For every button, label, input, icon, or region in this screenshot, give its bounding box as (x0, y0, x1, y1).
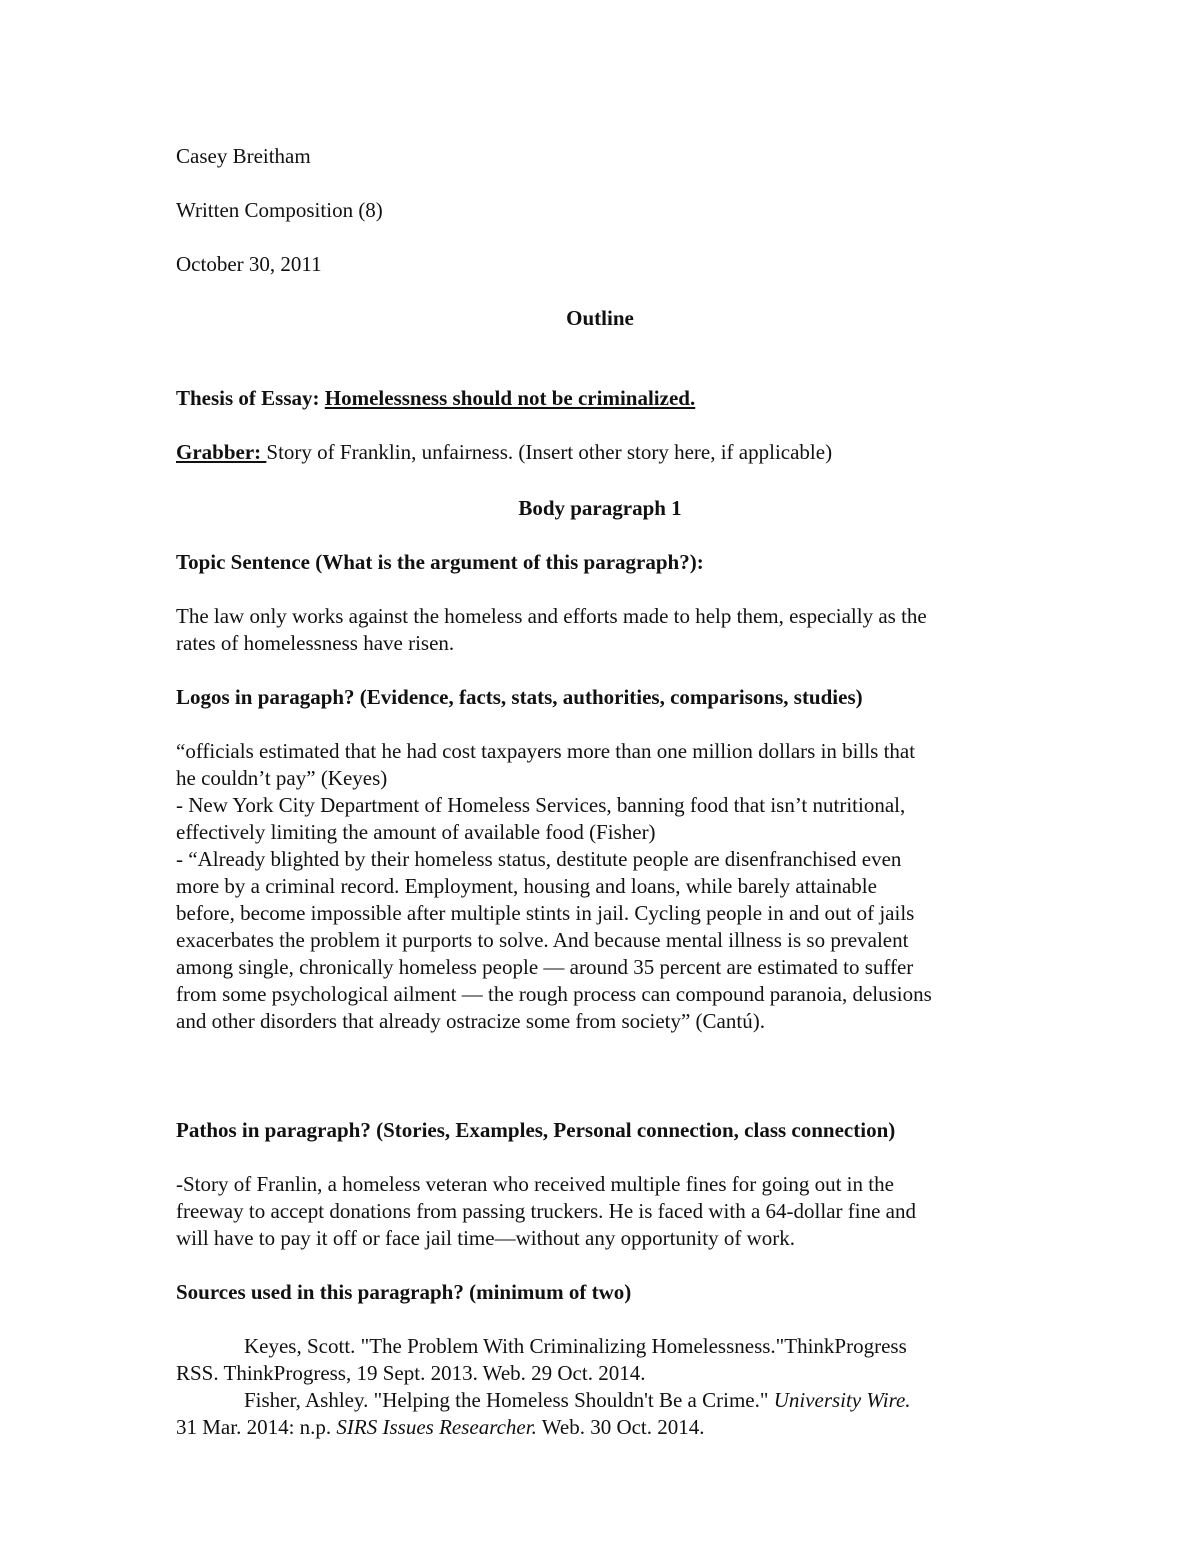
logos-line: among single, chronically homeless people — around 35 percent are estimated to suffer (176, 955, 914, 979)
page-title: Outline (566, 306, 634, 330)
thesis-text: Homelessness should not be criminalized. (324, 386, 696, 410)
logos-line: more by a criminal record. Employment, housing and loans, while barely attainable (176, 874, 877, 898)
citation-fisher-line (244, 1387, 911, 1414)
logos-line: - “Already blighted by their homeless status, destitute people are disenfranchised even (176, 847, 902, 871)
thesis-label: Thesis of Essay: (176, 386, 325, 410)
logos-line: exacerbates the problem it purports to solve. And because mental illness is so prevalent (176, 928, 909, 952)
grabber-line (176, 439, 832, 466)
body-paragraph-heading: Body paragraph 1 (518, 496, 682, 520)
citation-fisher-publication: University Wire. (773, 1388, 911, 1412)
citation-fisher-text: Web. 30 Oct. 2014. (536, 1415, 705, 1439)
citation-fisher-database: SIRS Issues Researcher. (336, 1415, 537, 1439)
logos-line: and other disorders that already ostracize some from society” (Cantú). (176, 1009, 765, 1033)
citation-fisher-text: Fisher, Ashley. "Helping the Homeless Shouldn't Be a Crime." (244, 1388, 774, 1412)
grabber-text: Story of Franklin, unfairness. (Insert other story here, if applicable) (266, 440, 833, 464)
logos-line: effectively limiting the amount of available food (Fisher) (176, 820, 656, 844)
course-name: Written Composition (8) (176, 198, 383, 222)
sources-heading: Sources used in this paragraph? (minimum of two) (176, 1280, 632, 1304)
author-name: Casey Breitham (176, 144, 311, 168)
grabber-label: Grabber: (176, 440, 267, 464)
document-date: October 30, 2011 (176, 252, 322, 276)
topic-text-line: rates of homelessness have risen. (176, 631, 455, 655)
pathos-line: will have to pay it off or face jail time—without any opportunity of work. (176, 1226, 795, 1250)
logos-line: from some psychological ailment — the rough process can compound paranoia, delusions (176, 982, 932, 1006)
logos-line: - New York City Department of Homeless Services, banning food that isn’t nutritional, (176, 793, 906, 817)
topic-heading: Topic Sentence (What is the argument of this paragraph?): (176, 550, 704, 574)
thesis-line (176, 385, 695, 412)
citation-fisher-line (176, 1414, 705, 1441)
pathos-line: freeway to accept donations from passing truckers. He is faced with a 64-dollar fine and (176, 1199, 916, 1223)
citation-keyes-line: Keyes, Scott. "The Problem With Criminalizing Homelessness."ThinkProgress (244, 1334, 907, 1358)
logos-line: before, become impossible after multiple stints in jail. Cycling people in and out of jails (176, 901, 915, 925)
topic-text-line: The law only works against the homeless and efforts made to help them, especially as the (176, 604, 927, 628)
citation-keyes-line: RSS. ThinkProgress, 19 Sept. 2013. Web. 29 Oct. 2014. (176, 1361, 646, 1385)
logos-heading: Logos in paragaph? (Evidence, facts, stats, authorities, comparisons, studies) (176, 685, 863, 709)
pathos-line: -Story of Franlin, a homeless veteran who received multiple fines for going out in the (176, 1172, 894, 1196)
pathos-heading: Pathos in paragraph? (Stories, Examples, Personal connection, class connection) (176, 1118, 896, 1142)
logos-line: “officials estimated that he had cost taxpayers more than one million dollars in bills that (176, 739, 916, 763)
logos-line: he couldn’t pay” (Keyes) (176, 766, 388, 790)
citation-fisher-text: 31 Mar. 2014: n.p. (176, 1415, 337, 1439)
